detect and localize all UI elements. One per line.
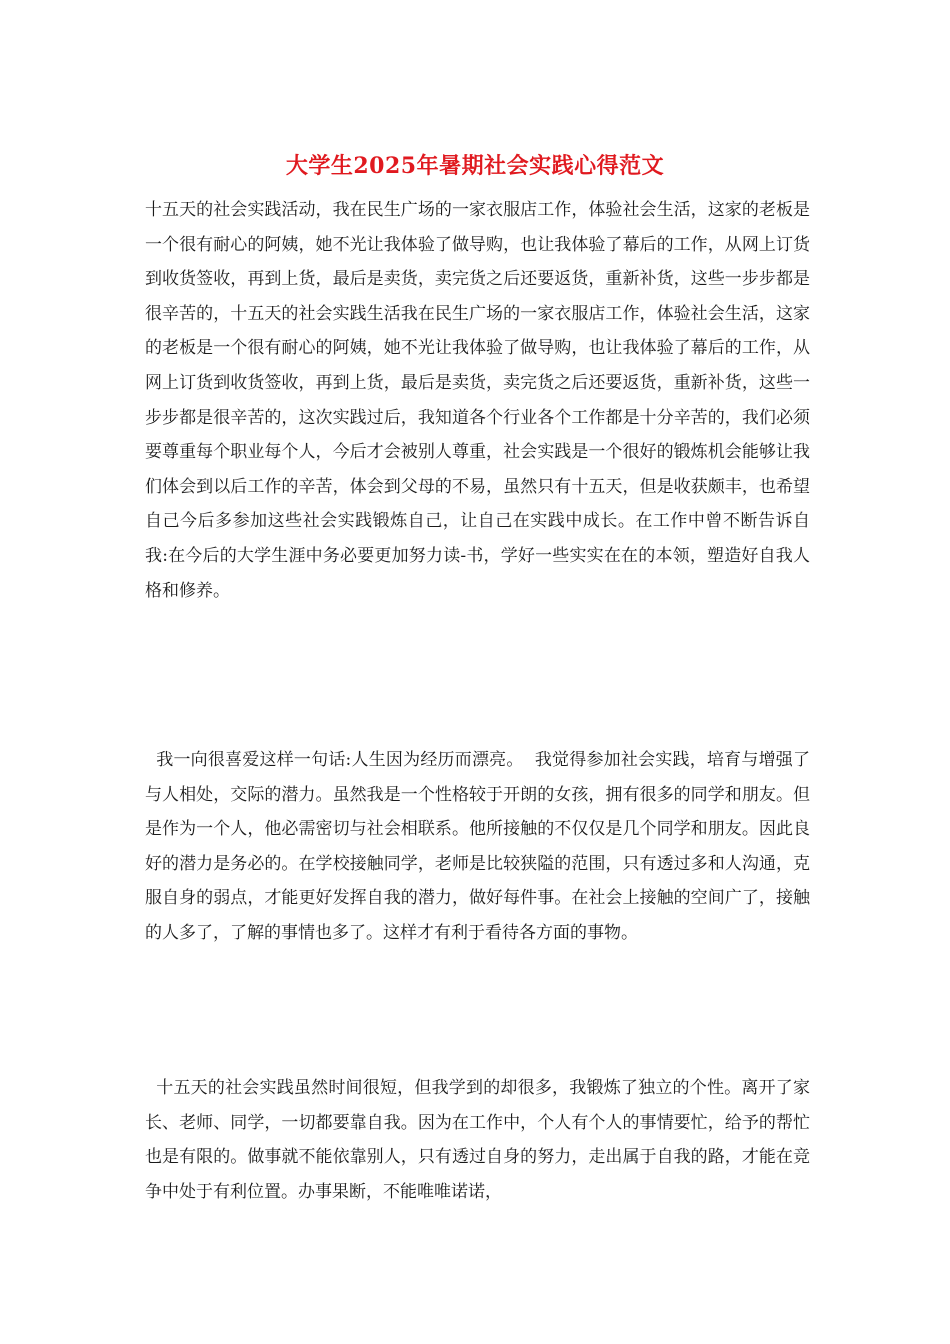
document-title: 大学生2025年暑期社会实践心得范文 [285, 153, 665, 179]
paragraph-2: 我一向很喜爱这样一句话:人生因为经历而漂亮。 我觉得参加社会实践，培育与增强了与人相处，交际的潜力。虽然我是一个性格较于开朗的女孩，拥有很多的同学和朋友。但是作为一个人，他必需密切与社会相联系。他所接触的不仅仅是几个同学和朋友。因此良好的潜力是务必的。在学校接触同学，老师是比较狭隘的范围，只有透过多和人沟通，克服自身的弱点，才能更好发挥自我的潜力，做好每件事。在社会上接触的空间广了，接触的人多了，了解的事情也多了。这样才有利于看待各方面的事物。 [145, 750, 810, 943]
paragraph-1: 十五天的社会实践活动，我在民生广场的一家衣服店工作，体验社会生活，这家的老板是一个很有耐心的阿姨，她不光让我体验了做导购，也让我体验了幕后的工作，从网上订货到收货签收，再到上货，最后是卖货，卖完货之后还要返货，重新补货，这些一步步都是很辛苦的，十五天的社会实践生活我在民生广场的一家衣服店工作，体验社会生活，这家的老板是一个很有耐心的阿姨，她不光让我体验了做导购，也让我体验了幕后的工作，从网上订货到收货签收，再到上货，最后是卖货，卖完货之后还要返货，重新补货，这些一步步都是很辛苦的，这次实践过后，我知道各个行业各个工作都是十分辛苦的，我们必须要尊重每个职业每个人，今后才会被别人尊重，社会实践是一个很好的锻炼机会能够让我们体会到以后工作的辛苦，体会到父母的不易，虽然只有十五天，但是收获颇丰，也希望自己今后多参加这些社会实践锻炼自己，让自己在实践中成长。在工作中曾不断告诉自我:在今后的大学生涯中务必要更加努力读-书，学好一些实实在在的本领，塑造好自我人格和修养。 [145, 200, 810, 601]
paragraph-3: 十五天的社会实践虽然时间很短，但我学到的却很多，我锻炼了独立的个性。离开了家长、老师、同学，一切都要靠自我。因为在工作中，个人有个人的事情要忙，给予的帮忙也是有限的。做事就不能依靠别人，只有透过自身的努力，走出属于自我的路，才能在竞争中处于有利位置。办事果断，不能唯唯诺诺， [145, 1078, 811, 1202]
